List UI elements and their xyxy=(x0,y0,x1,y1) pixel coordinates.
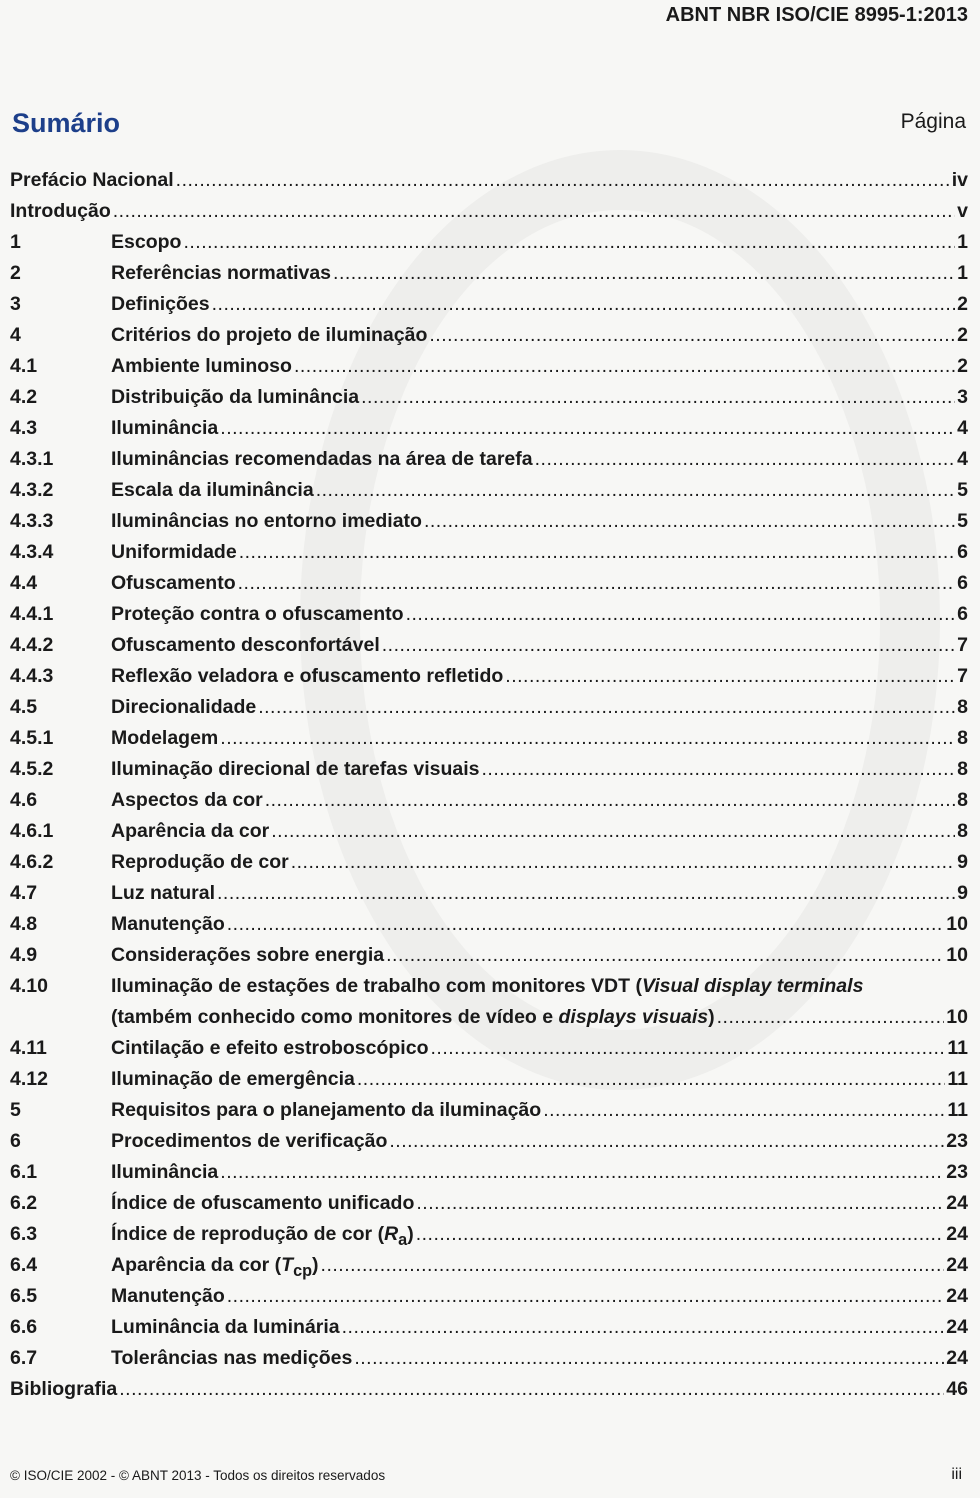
toc-entry[interactable]: 3 Definições ..... 2 xyxy=(0,289,980,320)
toc-entry[interactable]: Bibliografia ..... 46 xyxy=(0,1374,980,1405)
toc-entry[interactable]: 4.8 Manutenção ..... 10 xyxy=(0,909,980,940)
toc-entry[interactable]: 6.7 Tolerâncias nas medições ..... 24 xyxy=(0,1343,980,1374)
toc-entry[interactable]: 4.4.1 Proteção contra o ofuscamento ..... 6 xyxy=(0,599,980,630)
toc-entry[interactable]: 4.3.2 Escala da iluminância ..... 5 xyxy=(0,475,980,506)
toc-entry[interactable]: 4.11 Cintilação e efeito estroboscópico ..... 11 xyxy=(0,1033,980,1064)
toc-entry[interactable]: 6.4 Aparência da cor $(T_{cp})$ ..... 24 xyxy=(0,1250,980,1281)
toc-entry-continuation[interactable]: (também conhecido como monitores de vídeo e displays visuais) ..... 10 xyxy=(0,1002,980,1033)
toc-entry[interactable]: 4.3.4 Uniformidade ..... 6 xyxy=(0,537,980,568)
footer-copyright: © ISO/CIE 2002 - © ABNT 2013 - Todos os direitos reservados xyxy=(10,1468,386,1483)
toc-entry[interactable]: 6.6 Luminância da luminária ..... 24 xyxy=(0,1312,980,1343)
toc-entry[interactable]: 4.6.2 Reprodução de cor ..... 9 xyxy=(0,847,980,878)
toc-entry[interactable]: Introdução ..... v xyxy=(0,196,980,227)
toc-entry[interactable]: 6.5 Manutenção ..... 24 xyxy=(0,1281,980,1312)
toc-entry[interactable]: 4.7 Luz natural ..... 9 xyxy=(0,878,980,909)
page-title: Sumário xyxy=(12,108,121,138)
toc-entry[interactable]: 4 Critérios do projeto de iluminação ..... 2 xyxy=(0,320,980,351)
toc-entry[interactable]: Prefácio Nacional ..... iv xyxy=(0,165,980,196)
page-column-label: Página xyxy=(900,110,966,133)
document-code: ABNT NBR ISO/CIE 8995-1:2013 xyxy=(665,4,968,26)
toc-entry[interactable]: 2 Referências normativas ..... 1 xyxy=(0,258,980,289)
toc-entry[interactable]: 4.5 Direcionalidade ..... 8 xyxy=(0,692,980,723)
toc-entry[interactable]: 4.12 Iluminação de emergência ..... 11 xyxy=(0,1064,980,1095)
toc-entry[interactable]: 4.1 Ambiente luminoso ..... 2 xyxy=(0,351,980,382)
toc-entry[interactable]: 1 Escopo ..... 1 xyxy=(0,227,980,258)
toc-entry[interactable]: 6.3 Índice de reprodução de cor $(R_a)$ ..... 24 xyxy=(0,1219,980,1250)
toc-entry[interactable]: 6 Procedimentos de verificação ..... 23 xyxy=(0,1126,980,1157)
toc-entry[interactable]: 4.4.2 Ofuscamento desconfortável ..... 7 xyxy=(0,630,980,661)
toc-entry[interactable]: 4.3.3 Iluminâncias no entorno imediato ..... 5 xyxy=(0,506,980,537)
footer-page-number: iii xyxy=(951,1466,962,1483)
toc-entry[interactable]: 6.2 Índice de ofuscamento unificado ..... 24 xyxy=(0,1188,980,1219)
toc-entry[interactable]: 4.3.1 Iluminâncias recomendadas na área de tarefa ..... 4 xyxy=(0,444,980,475)
toc-entry-multiline[interactable]: 4.10 Iluminação de estações de trabalho com monitores VDT (Visual display terminals xyxy=(10,975,864,997)
table-of-contents xyxy=(0,165,980,1405)
toc-entry[interactable]: 4.4 Ofuscamento ..... 6 xyxy=(0,568,980,599)
toc-entry[interactable]: 4.5.2 Iluminação direcional de tarefas visuais ..... 8 xyxy=(0,754,980,785)
toc-entry[interactable]: 6.1 Iluminância ..... 23 xyxy=(0,1157,980,1188)
toc-entry[interactable]: 4.5.1 Modelagem ..... 8 xyxy=(0,723,980,754)
toc-entry[interactable]: 4.6.1 Aparência da cor ..... 8 xyxy=(0,816,980,847)
toc-entry[interactable]: 4.9 Considerações sobre energia ..... 10 xyxy=(0,940,980,971)
toc-entry[interactable]: 4.2 Distribuição da luminância ..... 3 xyxy=(0,382,980,413)
toc-entry[interactable]: 4.6 Aspectos da cor ..... 8 xyxy=(0,785,980,816)
toc-entry[interactable]: 4.4.3 Reflexão veladora e ofuscamento refletido ..... 7 xyxy=(0,661,980,692)
toc-entry[interactable]: 4.3 Iluminância ..... 4 xyxy=(0,413,980,444)
toc-entry[interactable]: 5 Requisitos para o planejamento da iluminação ..... 11 xyxy=(0,1095,980,1126)
